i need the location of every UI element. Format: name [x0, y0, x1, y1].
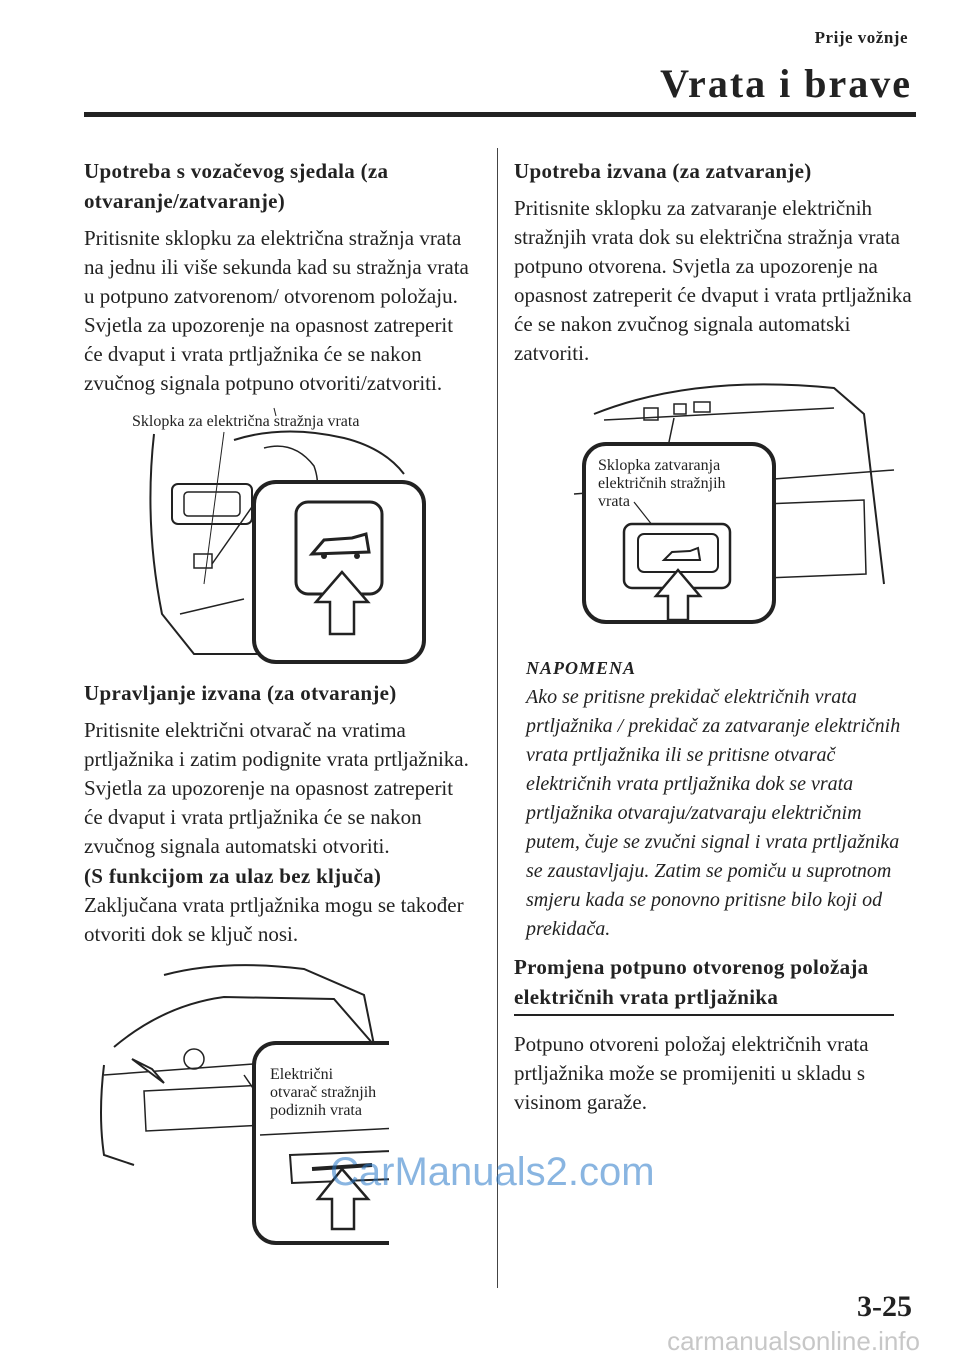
driver-switch-figure [84, 404, 429, 666]
outside-open-text: Pritisnite električni otvarač na vratima prtljažnika i zatim podignite vrata prtljažnika. Svjetla za upozorenje na opasnost zatreperit će dvaput i vrata prtljažnika će se nakon zvučnog signala automatski otvoriti. [84, 718, 469, 858]
driver-seat-heading: Upotreba s vozačevog sjedala (za otvaranje/zatvaranje) [84, 159, 389, 213]
right-column [514, 156, 914, 1123]
page-number: 3-25 [857, 1290, 912, 1323]
opener-label-3: podiznih vrata [270, 1102, 362, 1119]
close-switch-label-2: električnih stražnjih [598, 475, 726, 492]
close-switch-label-1: Sklopka zatvaranja [598, 457, 721, 474]
opener-label-2: otvarač stražnjih [270, 1084, 377, 1101]
note-text: Ako se pritisne prekidač električnih vrata prtljažnika / prekidač za zatvaranje električnih vrata prtljažnika ili se pritisne otvarač električnih vrata prtljažnika dok se vrata prtljažnika otvaraju/zatvaraju električnim putem, čuje se zvučni signal i vrata prtljažnika se zaustavljaju. Zatim se pomiču u suprotnom smjeru kada se ponovno pritisne bilo koji od prekidača. [526, 686, 901, 940]
watermark-footer: carmanualsonline.info [667, 1326, 920, 1356]
driver-seat-text: Pritisnite sklopku za električna stražnja vrata na jednu ili više sekunda kad su stražnja vrata u potpuno zatvorenom/ otvorenom položaju. Svjetla za upozorenje na opasnost zatreperit će dvaput i vrata prtljažnika će se nakon zvučnog signala potpuno otvoriti/zatvoriti. [84, 226, 469, 395]
keyless-heading: (S funkcijom za ulaz bez ključa) [84, 864, 382, 888]
header-rule [84, 112, 916, 117]
left-column [84, 156, 476, 1255]
header-section: Prije vožnje [814, 28, 908, 47]
close-switch-label-3: vrata [598, 493, 630, 510]
watermark-primary: CarManuals2.com [330, 1150, 655, 1194]
driver-switch-label: Sklopka za električna stražnja vrata [132, 413, 360, 430]
close-switch-figure [534, 374, 914, 636]
outside-open-heading: Upravljanje izvana (za otvaranje) [84, 681, 397, 705]
outside-close-text: Pritisnite sklopku za zatvaranje električnih stražnjih vrata dok su električna stražnja vrata potpuno otvorena. Svjetla za upozorenje na opasnost zatreperit će dvaput i vrata prtljažnika će se nakon zvučnog signala automatski zatvoriti. [514, 196, 912, 365]
column-divider [497, 148, 498, 1288]
keyless-text: Zaključana vrata prtljažnika mogu se također otvoriti dok se ključ nosi. [84, 893, 464, 946]
outside-close-heading: Upotreba izvana (za zatvaranje) [514, 159, 812, 183]
outside-opener-figure [44, 955, 389, 1255]
note-title: NAPOMENA [526, 658, 637, 678]
page-title: Vrata i brave [660, 61, 912, 106]
fully-open-text: Potpuno otvoreni položaj električnih vrata prtljažnika može se promijeniti u skladu s visinom garaže. [514, 1032, 869, 1114]
fully-open-heading: Promjena potpuno otvorenog položaja električnih vrata prtljažnika [514, 952, 894, 1016]
opener-label-1: Električni [270, 1066, 334, 1083]
